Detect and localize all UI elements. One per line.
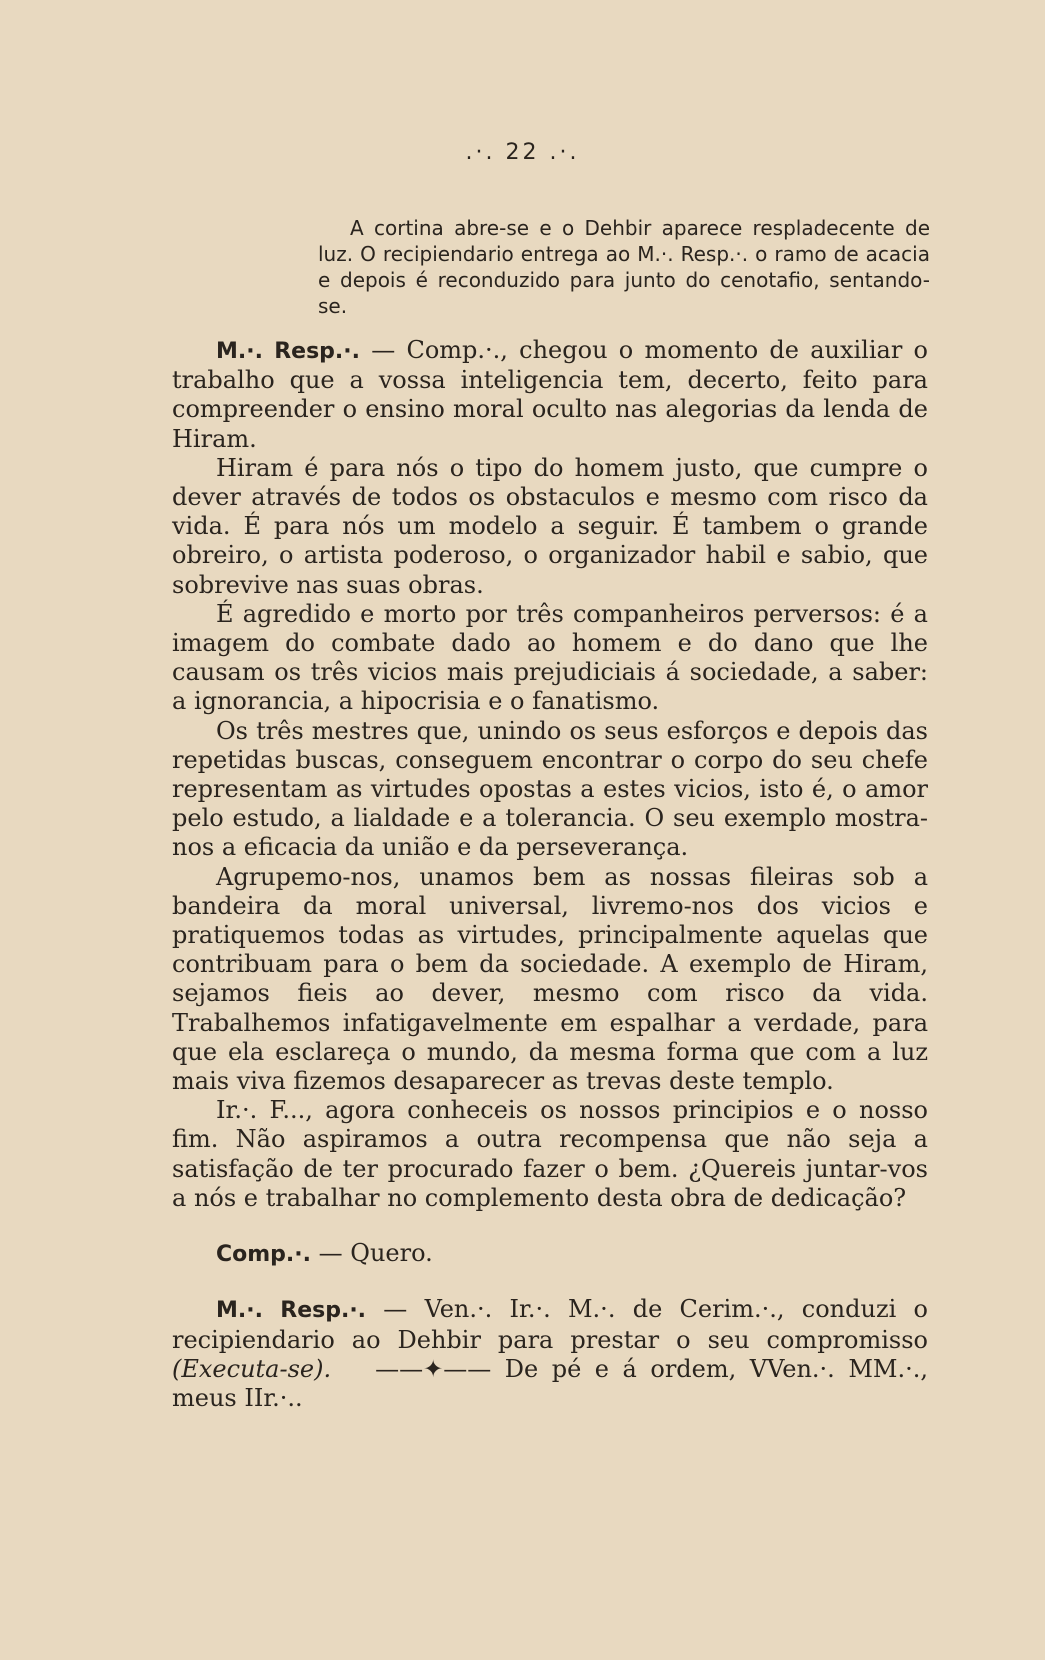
body-text: [172, 336, 928, 1413]
stage-direction: [318, 215, 930, 319]
paragraph-hiram-killed: É agredido e morto por três companheiros perversos: é a imagem do combate dado ao homem e do dano que lhe causam os três vicios mais prejudiciais á sociedade, a saber: a ignorancia, a hipocrisia e o fanatismo.: [172, 599, 928, 716]
page-number: .·. 22 .·.: [465, 140, 580, 165]
speaker-label: Comp.·.: [216, 1242, 312, 1268]
paragraph-unite: Agrupemo-nos, unamos bem as nossas fileiras sob a bandeira da moral universal, livremo-nos dos vicios e pratiquemos todas as virtudes, principalmente aquelas que contribuam para o bem da sociedade. A exemplo de Hiram, sejamos fieis ao dever, mesmo com risco da vida. Trabalhemos infatigavelmente em espalhar a verdade, para que ela esclareça o mundo, da mesma forma que com a luz mais viva fizemos desaparecer as trevas deste templo.: [172, 862, 928, 1096]
paragraph-hiram-just: Hiram é para nós o tipo do homem justo, que cumpre o dever através de todos os obstaculos e mesmo com risco da vida. É para nós um modelo a seguir. É tambem o grande obreiro, o artista poderoso, o organizador habil e sabio, que sobrevive nas suas obras.: [172, 453, 928, 599]
speaker-label: M.·. Resp.·.: [216, 1298, 367, 1324]
speaker-label: M.·. Resp.·.: [216, 339, 361, 364]
stage-direction-text: A cortina abre-se e o Dehbir aparece respladecente de luz. O recipiendario entrega ao M.·. Resp.·. o ramo de acacia e depois é reconduzido para junto do cenotafio, sentando-se.: [318, 216, 930, 318]
speech-3-text-after: De pé e á ordem, VVen.·. MM.·., meus IIr.·..: [172, 1354, 928, 1412]
ornament-divider: ——✦——: [375, 1354, 492, 1383]
speech-3-text-before: — Ven.·. Ir.·. M.·. de Cerim.·., conduzi o recipiendario ao Dehbir para prestar o seu compromisso: [172, 1295, 928, 1354]
paragraph-principles: Ir.·. F..., agora conheceis os nossos principios e o nosso fim. Não aspiramos a outra recompensa que não seja a satisfação de ter procurado fazer o bem. ¿Quereis juntar-vos a nós e trabalhar no complemento desta obra de dedicação?: [172, 1096, 928, 1212]
stage-note-italic: (Executa-se).: [172, 1354, 332, 1383]
speech-1-intro: [172, 336, 928, 454]
speech-2-line: [172, 1239, 928, 1269]
speech-1-intro-text: — Comp.·., chegou o momento de auxiliar o trabalho que a vossa inteligencia tem, decerto, feito para compreender o ensino moral oculto nas alegorias da lenda de Hiram.: [172, 336, 928, 453]
speech-3: [172, 1295, 928, 1413]
speech-3-line: [172, 1295, 928, 1413]
paragraph-three-masters: Os três mestres que, unindo os seus esforços e depois das repetidas buscas, conseguem encontrar o corpo do seu chefe representam as virtudes opostas a estes vicios, isto é, o amor pelo estudo, a lialdade e a tolerancia. O seu exemplo mostra-nos a eficacia da união e da perseverança.: [172, 716, 928, 862]
speech-2: [172, 1239, 928, 1269]
speech-2-text: — Quero.: [311, 1239, 433, 1268]
